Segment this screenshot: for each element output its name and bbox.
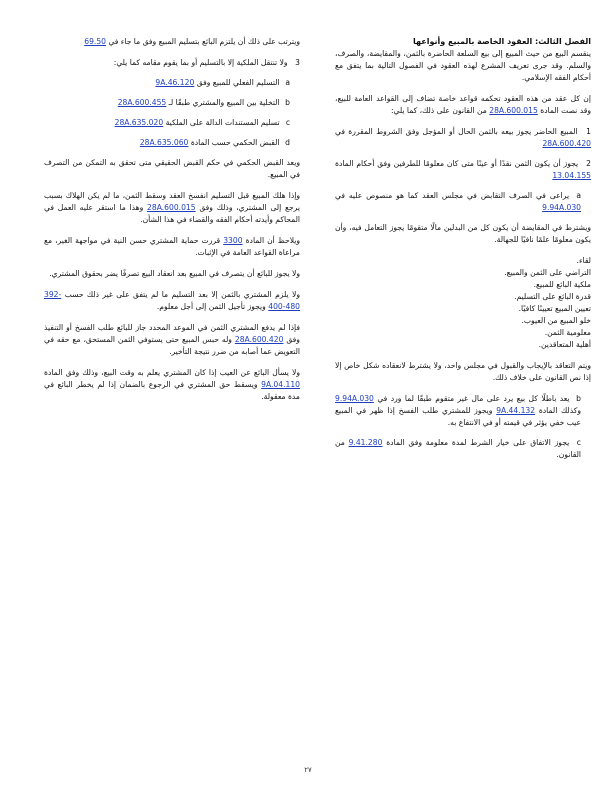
law-reference-link[interactable]: 9.94A.030 (542, 203, 581, 212)
paragraph: وإذا هلك المبيع قبل التسليم انفسخ العقد وسقط الثمن، ما لم يكن الهلاك بسبب يرجع إلى المشتري، وذلك وفق 28A.600.015 وهذا ما استقر عليه العمل في المحاكم وأيدته أحكام الفقه والقضاء في هذا الشأن. (44, 191, 300, 224)
sub-item: b يعد باطلًا كل بيع يرد على مال غير متقوم طبقًا لما ورد في 9.94A.030 وكذلك المادة 9A.44.132 ويجوز للمشتري طلب الفسخ إذا ظهر في المبيع عيب خفي يؤثر في قيمته أو في الانتفاع به. (335, 394, 582, 427)
sub-item: c تسليم المستندات الدالة على الملكية 28A.635.020 (114, 118, 290, 127)
law-reference-link[interactable]: 13.04.155 (552, 171, 591, 180)
paragraph: ولا يلزم المشتري بالثمن إلا بعد التسليم ما لم يتفق على غير ذلك حسب 392-400-480 ويجوز تأجيل الثمن إلى أجل معلوم. (44, 290, 301, 311)
page-number: ٢٧ (304, 766, 312, 774)
law-reference-link[interactable]: 3300 (223, 236, 243, 245)
law-reference-link[interactable]: 28A.600.015 (147, 203, 196, 212)
sub-item: b التخلية بين المبيع والمشتري طبقًا لـ 28A.600.455 (117, 98, 290, 107)
law-reference-link[interactable]: 28A.600.420 (542, 139, 591, 148)
law-reference-link[interactable]: 392-400-480 (44, 290, 300, 311)
law-reference-link[interactable]: 28A.600.420 (234, 335, 284, 344)
list-item: 2 يجوز أن يكون الثمن نقدًا أو عينًا متى كان معلومًا للطرفين وفق أحكام المادة 13.04.155 (335, 159, 591, 180)
sub-item: a التسليم الفعلي للمبيع وفق 9A.46.120 (155, 78, 290, 87)
short-lines-list: لقاء. التراضي على الثمن والمبيع. ملكية البائع للمبيع. قدرة البائع على التسليم. تعيين المبيع تعيينًا كافيًا. خلو المبيع من العيوب. معلومية الثمن. أهلية المتعاقدين. (504, 256, 591, 349)
law-reference-link[interactable]: 69.50 (84, 37, 107, 46)
list-item: 1 المبيع الحاضر يجوز بيعه بالثمن الحال أو المؤجل وفق الشروط المقررة في 28A.600.420 (335, 127, 591, 148)
right-column (335, 36, 591, 469)
left-column (44, 36, 300, 412)
paragraph: ويترتب على ذلك أن يلتزم البائع بتسليم المبيع وفق ما جاء في 69.50 (84, 37, 300, 46)
list-item: 3 ولا تنتقل الملكية إلا بالتسليم أو بما يقوم مقامه كما يلي: (113, 58, 300, 67)
law-reference-link[interactable]: 28A.600.455 (117, 98, 167, 107)
section-title: الفصل الثالث: العقود الخاصة بالمبيع وأنواعها (413, 37, 591, 46)
law-reference-link[interactable]: 9.94A.030 (335, 394, 374, 403)
paragraph: ولا يجوز للبائع أن يتصرف في المبيع بعد انعقاد البيع تصرفًا يضر بحقوق المشتري. (49, 269, 300, 278)
law-reference-link[interactable]: 9A.04.110 (261, 380, 300, 389)
law-reference-link[interactable]: 9A.46.120 (155, 78, 195, 87)
law-reference-link[interactable]: 28A.600.015 (489, 106, 538, 115)
law-reference-link[interactable]: 28A.635.060 (139, 138, 189, 147)
law-reference-link[interactable]: 9A.44.132 (496, 406, 536, 415)
sub-item: c يجوز الاتفاق على خيار الشرط لمدة معلومة وفق المادة 9.41.280 من القانون. (335, 438, 581, 459)
sub-item: a يراعى في الصرف التقابض في مجلس العقد كما هو منصوص عليه في 9.94A.030 (335, 191, 582, 212)
sub-item: d القبض الحكمي حسب المادة 28A.635.060 (139, 138, 290, 147)
paragraph: ولا يسأل البائع عن العيب إذا كان المشتري يعلم به وقت البيع، وذلك وفق المادة 9A.04.110 ويسقط حق المشتري في الرجوع بالضمان إذا لم يخطر البائع في مدة معقولة. (44, 368, 300, 401)
paragraph: ويشترط في المقايضة أن يكون كل من البدلين مالًا متقومًا يجوز التعامل فيه، وأن يكون معلومًا علمًا نافيًا للجهالة. (335, 223, 591, 244)
law-reference-link[interactable]: 9.41.280 (348, 438, 383, 447)
paragraph: ويلاحظ أن المادة 3300 قررت حماية المشتري حسن النية في مواجهة الغير، مع مراعاة القواعد العامة في الإثبات. (44, 236, 301, 257)
paragraph: فإذا لم يدفع المشتري الثمن في الموعد المحدد جاز للبائع طلب الفسخ أو التنفيذ وفق 28A.600.420 وله حبس المبيع حتى يستوفي الثمن المستحق، مع حقه في التعويض عما أصابه من ضرر نتيجة التأخير. (44, 323, 300, 356)
paragraph: إن كل عقد من هذه العقود تحكمه قواعد خاصة تضاف إلى القواعد العامة للبيع، وقد نصت المادة 28A.600.015 من القانون على ذلك، كما يلي: (335, 94, 591, 115)
law-reference-link[interactable]: 28A.635.020 (114, 118, 164, 127)
paragraph: ويتم التعاقد بالإيجاب والقبول في مجلس واحد، ولا يشترط لانعقاده شكل خاص إلا إذا نص القانون على خلاف ذلك. (335, 361, 591, 382)
intro-paragraph: ينقسم البيع من حيث المبيع إلى بيع السلعة الحاضرة بالثمن، والمقايضة، والصرف، والسلم. وقد جرى تعريف المشرع لهذه العقود في الفصول التالية بما يتفق مع أحكام الفقه الإسلامي. (335, 49, 591, 82)
paragraph: ويعد القبض الحكمي في حكم القبض الحقيقي متى تحقق به التمكن من التصرف في المبيع. (44, 158, 300, 179)
